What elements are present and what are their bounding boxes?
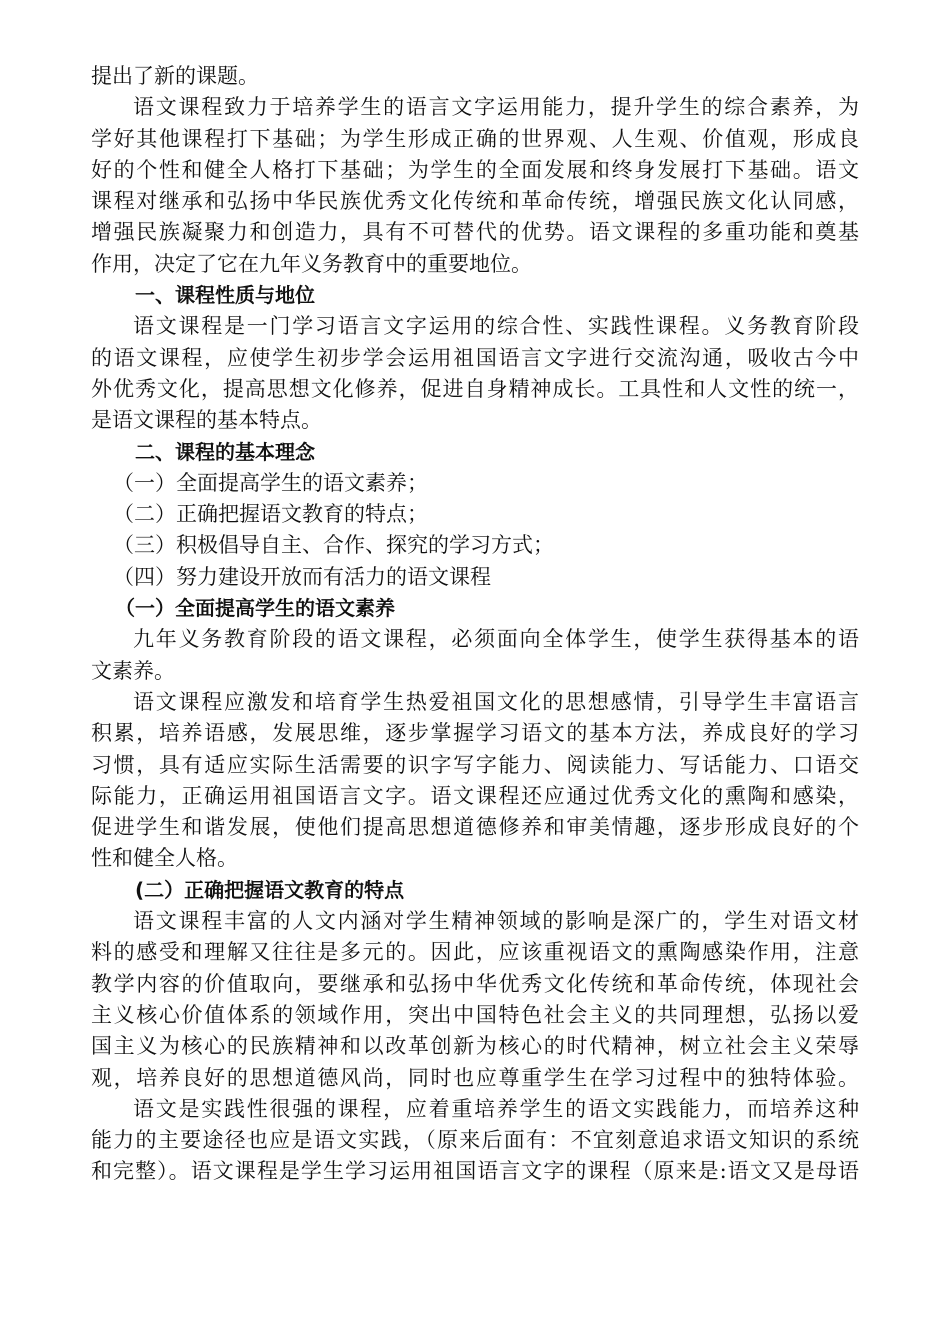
paragraph-line: 促进学生和谐发展，使他们提高思想道德修养和审美情趣，逐步形成良好的个 bbox=[91, 815, 859, 840]
paragraph-line: 外优秀文化，提高思想文化修养，促进自身精神成长。工具性和人文性的统一， bbox=[91, 376, 859, 401]
paragraph-line: 学好其他课程打下基础；为学生形成正确的世界观、人生观、价值观，形成良 bbox=[91, 126, 859, 151]
list-item: （二）正确把握语文教育的特点； bbox=[113, 502, 428, 527]
section-heading: 一、课程性质与地位 bbox=[135, 283, 315, 308]
paragraph-line: 性和健全人格。 bbox=[91, 846, 238, 871]
paragraph-line: 教学内容的价值取向，要继承和弘扬中华优秀文化传统和革命传统，体现社会 bbox=[91, 971, 859, 996]
paragraph-line: 作用，决定了它在九年义务教育中的重要地位。 bbox=[91, 251, 532, 276]
paragraph-line: 和完整）。语文课程是学生学习运用祖国语言文字的课程（原来是:语文又是母语 bbox=[91, 1159, 859, 1184]
paragraph-line: 课程对继承和弘扬中华民族优秀文化传统和革命传统，增强民族文化认同感， bbox=[91, 189, 859, 214]
paragraph-line: 际能力，正确运用祖国语言文字。语文课程还应通过优秀文化的熏陶和感染， bbox=[91, 783, 859, 808]
paragraph-line: 能力的主要途径也应是语文实践，（原来后面有：不宜刻意追求语文知识的系统 bbox=[91, 1128, 859, 1153]
list-item: （一）全面提高学生的语文素养； bbox=[113, 470, 428, 495]
paragraph-line: 主义核心价值体系的领域作用，突出中国特色社会主义的共同理想，弘扬以爱 bbox=[91, 1002, 859, 1027]
paragraph-first-line: 语文是实践性很强的课程，应着重培养学生的语文实践能力，而培养这种 bbox=[133, 1096, 859, 1121]
paragraph-line: 提出了新的课题。 bbox=[91, 64, 259, 88]
section-heading: (二）正确把握语文教育的特点 bbox=[135, 877, 405, 902]
paragraph-line: 习惯，具有适应实际生活需要的识字写字能力、阅读能力、写话能力、口语交 bbox=[91, 752, 859, 777]
paragraph-line: 观，培养良好的思想道德风尚，同时也应尊重学生在学习过程中的独特体验。 bbox=[91, 1065, 859, 1090]
paragraph-first-line: 语文课程应激发和培育学生热爱祖国文化的思想感情，引导学生丰富语言 bbox=[133, 689, 859, 714]
list-item: （三）积极倡导自主、合作、探究的学习方式； bbox=[113, 533, 554, 558]
document-page bbox=[91, 61, 859, 1188]
paragraph-line: 好的个性和健全人格打下基础；为学生的全面发展和终身发展打下基础。语文 bbox=[91, 157, 859, 182]
paragraph-first-line: 语文课程是一门学习语言文字运用的综合性、实践性课程。义务教育阶段 bbox=[133, 314, 859, 339]
paragraph-first-line: 语文课程致力于培养学生的语言文字运用能力，提升学生的综合素养，为 bbox=[133, 95, 859, 120]
section-heading: （一）全面提高学生的语文素养 bbox=[115, 596, 395, 621]
paragraph-line: 增强民族凝聚力和创造力，具有不可替代的优势。语文课程的多重功能和奠基 bbox=[91, 220, 859, 245]
section-heading: 二、课程的基本理念 bbox=[135, 439, 315, 464]
paragraph-first-line: 语文课程丰富的人文内涵对学生精神领域的影响是深广的，学生对语文材 bbox=[133, 909, 859, 934]
paragraph-line: 文素养。 bbox=[91, 658, 175, 683]
paragraph-line: 国主义为核心的民族精神和以改革创新为核心的时代精神，树立社会主义荣辱 bbox=[91, 1034, 859, 1059]
paragraph-line: 是语文课程的基本特点。 bbox=[91, 408, 322, 433]
paragraph-line: 的语文课程，应使学生初步学会运用祖国语言文字进行交流沟通，吸收古今中 bbox=[91, 345, 859, 370]
list-item: （四）努力建设开放而有活力的语文课程 bbox=[113, 564, 491, 589]
paragraph-line: 料的感受和理解又往往是多元的。因此，应该重视语文的熏陶感染作用，注意 bbox=[91, 940, 859, 965]
paragraph-first-line: 九年义务教育阶段的语文课程，必须面向全体学生，使学生获得基本的语 bbox=[133, 627, 859, 652]
paragraph-line: 积累，培养语感，发展思维，逐步掌握学习语文的基本方法，养成良好的学习 bbox=[91, 721, 859, 746]
